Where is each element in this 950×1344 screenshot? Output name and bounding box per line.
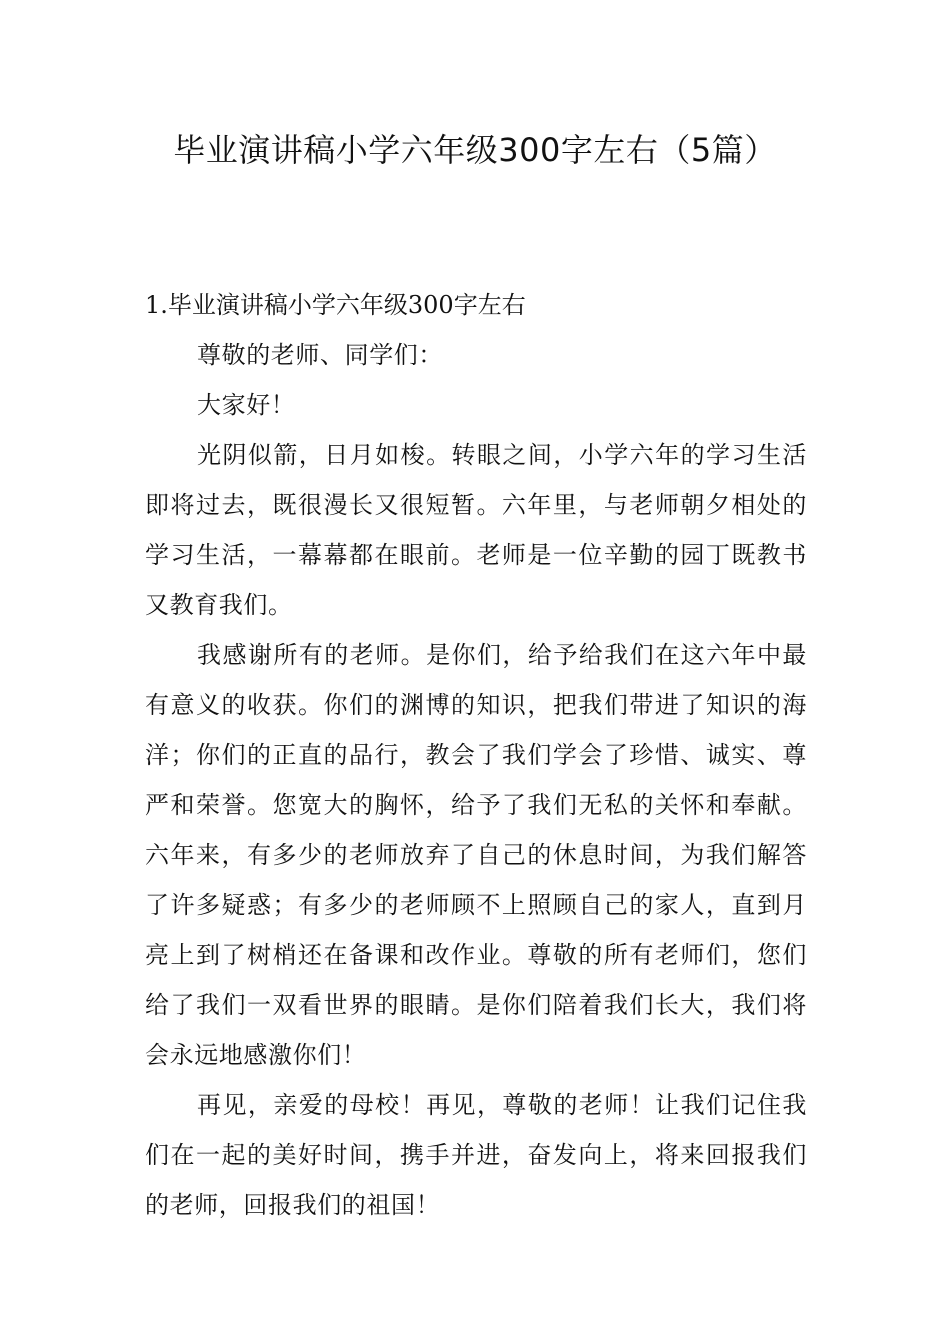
body-paragraph: 我感谢所有的老师。是你们，给予给我们在这六年中最有意义的收获。你们的渊博的知识，把我们带进了知识的海洋；你们的正直的品行，教会了我们学会了珍惜、诚实、尊严和荣誉。您宽大的胸怀，给予了我们无私的关怀和奉献。六年来，有多少的老师放弃了自己的休息时间，为我们解答了许多疑惑；有多少的老师顾不上照顾自己的家人，直到月亮上到了树梢还在备课和改作业。尊敬的所有老师们，您们给了我们一双看世界的眼睛。是你们陪着我们长大，我们将会永远地感激你们！: [145, 641, 807, 1069]
greeting-paragraph: 大家好！: [197, 391, 296, 419]
document-body: [145, 280, 807, 1230]
salutation-paragraph: 尊敬的老师、同学们：: [197, 341, 443, 369]
page-title: 毕业演讲稿小学六年级300字左右（5篇）: [173, 131, 777, 169]
closing-paragraph: 再见，亲爱的母校！再见，尊敬的老师！让我们记住我们在一起的美好时间，携手并进，奋发向上，将来回报我们的老师，回报我们的祖国！: [145, 1091, 807, 1219]
body-paragraph: 光阴似箭，日月如梭。转眼之间，小学六年的学习生活即将过去，既很漫长又很短暂。六年里，与老师朝夕相处的学习生活，一幕幕都在眼前。老师是一位辛勤的园丁既教书又教育我们。: [145, 441, 807, 619]
section-heading: 1.毕业演讲稿小学六年级300字左右: [145, 291, 526, 319]
